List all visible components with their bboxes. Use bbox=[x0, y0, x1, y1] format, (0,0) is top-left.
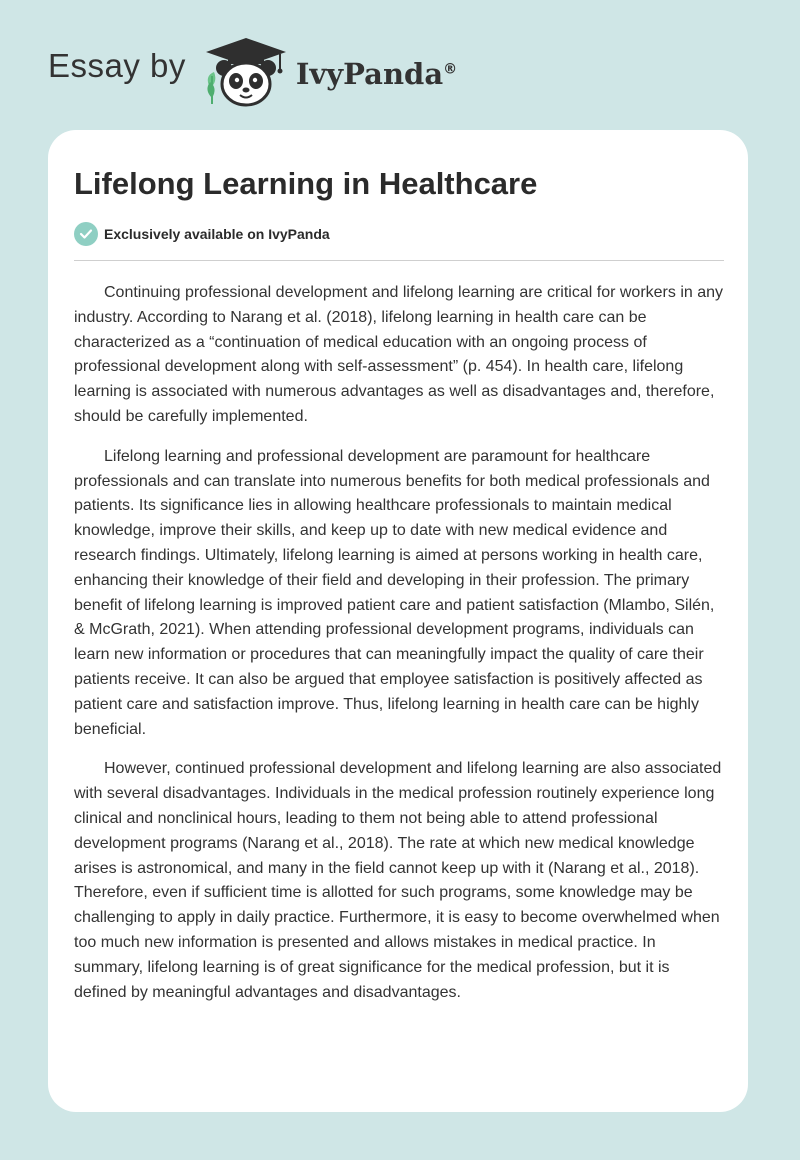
paragraph: Lifelong learning and professional development are paramount for healthcare professionals and can translate into numerous benefits for both medical professionals and patients. Its significance lies in allowing healthcare professionals to maintain medical knowledge, improve their skills, and keep up to date with new medical evidence and research findings. Ultimately, lifelong learning is aimed at persons working in health care, enhancing their knowledge of their field and developing in their profession. The primary benefit of lifelong learning is improved patient care and patient satisfaction (Mlambo, Silén, & McGrath, 2021). When attending professional development programs, individuals can learn new information or procedures that can meaningfully impact the quality of care their patients receive. It can also be argued that employee satisfaction is positively affected as patient care and satisfaction improve. Thus, lifelong learning in health care can be highly beneficial. bbox=[74, 447, 715, 738]
panda-logo-icon bbox=[200, 36, 292, 108]
registered-mark: ® bbox=[443, 61, 458, 78]
essay-card bbox=[48, 130, 748, 1112]
paragraph: However, continued professional development and lifelong learning are also associated with several disadvantages. Individuals in the medical profession routinely experience long clinical and nonclinical hours, leading to them not being able to attend professional development programs (Narang et al., 2018). The rate at which new medical knowledge arises is astronomical, and many in the field cannot keep up with it (Narang et al., 2018). Therefore, even if sufficient time is allotted for such programs, some knowledge may be challenging to apply in daily practice. Furthermore, it is easy to become overwhelmed when too much new information is presented and allows mistakes in medical practice. In summary, lifelong learning is of great significance for the medical profession, but it is defined by meaningful advantages and disadvantages. bbox=[74, 760, 722, 1001]
page-title: Lifelong Learning in Healthcare bbox=[74, 166, 538, 201]
paragraph: Continuing professional development and lifelong learning are critical for workers in any industry. According to Narang et al. (2018), lifelong learning in health care can be characterized as a “continuation of medical education with an ongoing process of professional development along with self-assessment” (p. 454). In health care, lifelong learning is associated with numerous advantages as well as disadvantages and, therefore, should be carefully implemented. bbox=[74, 284, 724, 425]
divider bbox=[74, 260, 724, 261]
brand-header[interactable] bbox=[48, 36, 457, 108]
exclusive-badge-text: Exclusively available on IvyPanda bbox=[104, 226, 330, 242]
exclusive-badge bbox=[74, 222, 330, 246]
check-circle-icon bbox=[74, 222, 98, 246]
brand-prefix: Essay by bbox=[48, 47, 186, 84]
brand-name: IvyPanda® bbox=[295, 57, 458, 91]
essay-body bbox=[74, 281, 726, 1020]
